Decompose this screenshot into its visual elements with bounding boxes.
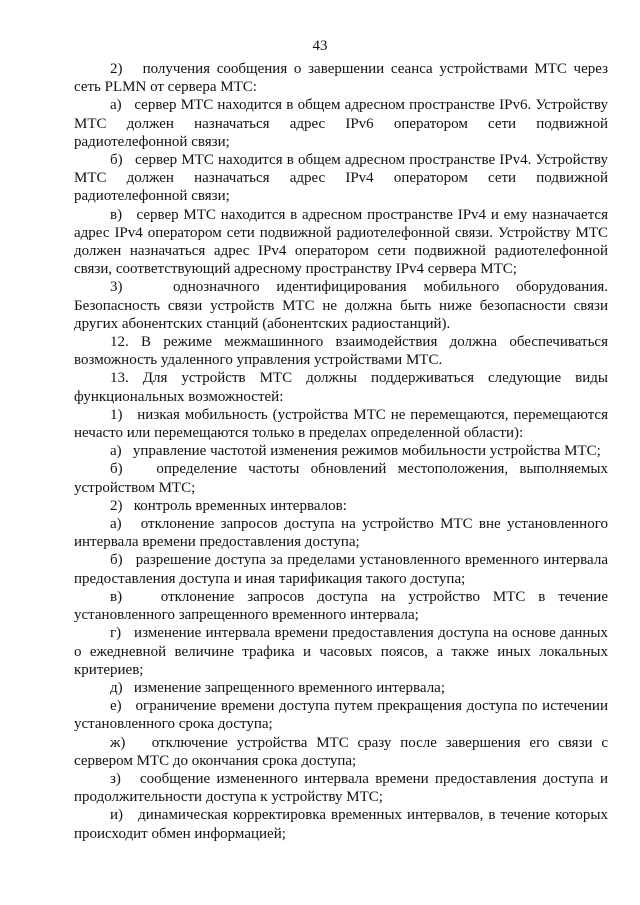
paragraph-subitem-g-change-interval: г) изменение интервала времени предоставления доступа на основе данных о ежедневной величине трафика и часовых поясов, а также иных локальных критериев; bbox=[74, 625, 608, 678]
paragraph-subitem-d-change-forbidden: д) изменение запрещенного временного интервала; bbox=[110, 679, 446, 696]
paragraph-item-1-low-mobility: 1) низкая мобильность (устройства МТС не перемещаются, перемещаются нечасто или перемещаются только в пределах определенной области): bbox=[74, 406, 608, 442]
paragraph-subitem-b-ipv4: б) сервер МТС находится в общем адресном пространстве IPv4. Устройству МТС должен назначаться адрес IPv4 оператором сети подвижной радиотелефонной связи; bbox=[74, 152, 608, 205]
paragraph-subitem-b-allow-outside: б) разрешение доступа за пределами установленного временного интервала предоставления доступа и иная тарификация такого доступа; bbox=[74, 552, 608, 587]
paragraph-subitem-zh-disconnect: ж) отключение устройства МТС сразу после завершения его связи с сервером МТС до окончания срока доступа; bbox=[74, 734, 608, 769]
paragraph-subitem-a-reject-outside: а) отклонение запросов доступа на устройство МТС вне установленного интервала времени предоставления доступа; bbox=[74, 516, 608, 551]
paragraph-subitem-a-mobility-control: а) управление частотой изменения режимов мобильности устройства МТС; bbox=[110, 443, 601, 460]
paragraph-clause-13: 13. Для устройств МТС должны поддерживаться следующие виды функциональных возможностей: bbox=[74, 370, 608, 405]
paragraph-item-2-notification: 2) получения сообщения о завершении сеанса устройствами МТС через сеть PLMN от сервера МТС: bbox=[74, 61, 608, 96]
paragraph-subitem-v-reject-forbidden: в) отклонение запросов доступа на устройство МТС в течение установленного запрещенного временного интервала; bbox=[74, 588, 608, 624]
paragraph-item-3-identification: 3) однозначного идентифицирования мобильного оборудования. Безопасность связи устройств МТС не должна быть ниже безопасности связи других абонентских станций (абонентских радиостанций). bbox=[74, 279, 608, 332]
page-number: 43 bbox=[312, 38, 328, 54]
paragraph-item-2-time-control: 2) контроль временных интервалов: bbox=[110, 497, 347, 514]
paragraph-clause-12: 12. В режиме межмашинного взаимодействия должна обеспечиваться возможность удаленного управления устройствами МТС. bbox=[74, 334, 608, 369]
paragraph-subitem-e-limit-time: е) ограничение времени доступа путем прекращения доступа по истечении установленного срока доступа; bbox=[74, 698, 608, 733]
body-text bbox=[74, 60, 608, 843]
paragraph-subitem-b-location-updates: б) определение частоты обновлений местоположения, выполняемых устройством МТС; bbox=[74, 461, 608, 496]
paragraph-subitem-v-ipv4-space: в) сервер МТС находится в адресном пространстве IPv4 и ему назначается адрес IPv4 оператором сети подвижной радиотелефонной связи. Устройству МТС должен назначаться адрес IPv4 оператором сети подвижной радиотелефонной связи, соответствующий адресному пространству IPv4 сервера МТС; bbox=[74, 206, 608, 278]
paragraph-subitem-i-dynamic-adjust: и) динамическая корректировка временных интервалов, в течение которых происходит обмен информацией; bbox=[74, 807, 608, 842]
paragraph-subitem-a-ipv6: а) сервер МТС находится в общем адресном пространстве IPv6. Устройству МТС должен назначаться адрес IPv6 оператором сети подвижной радиотелефонной связи; bbox=[74, 97, 608, 150]
paragraph-subitem-z-notify-interval: з) сообщение измененного интервала времени предоставления доступа и продолжительности доступа к устройству МТС; bbox=[74, 770, 608, 806]
